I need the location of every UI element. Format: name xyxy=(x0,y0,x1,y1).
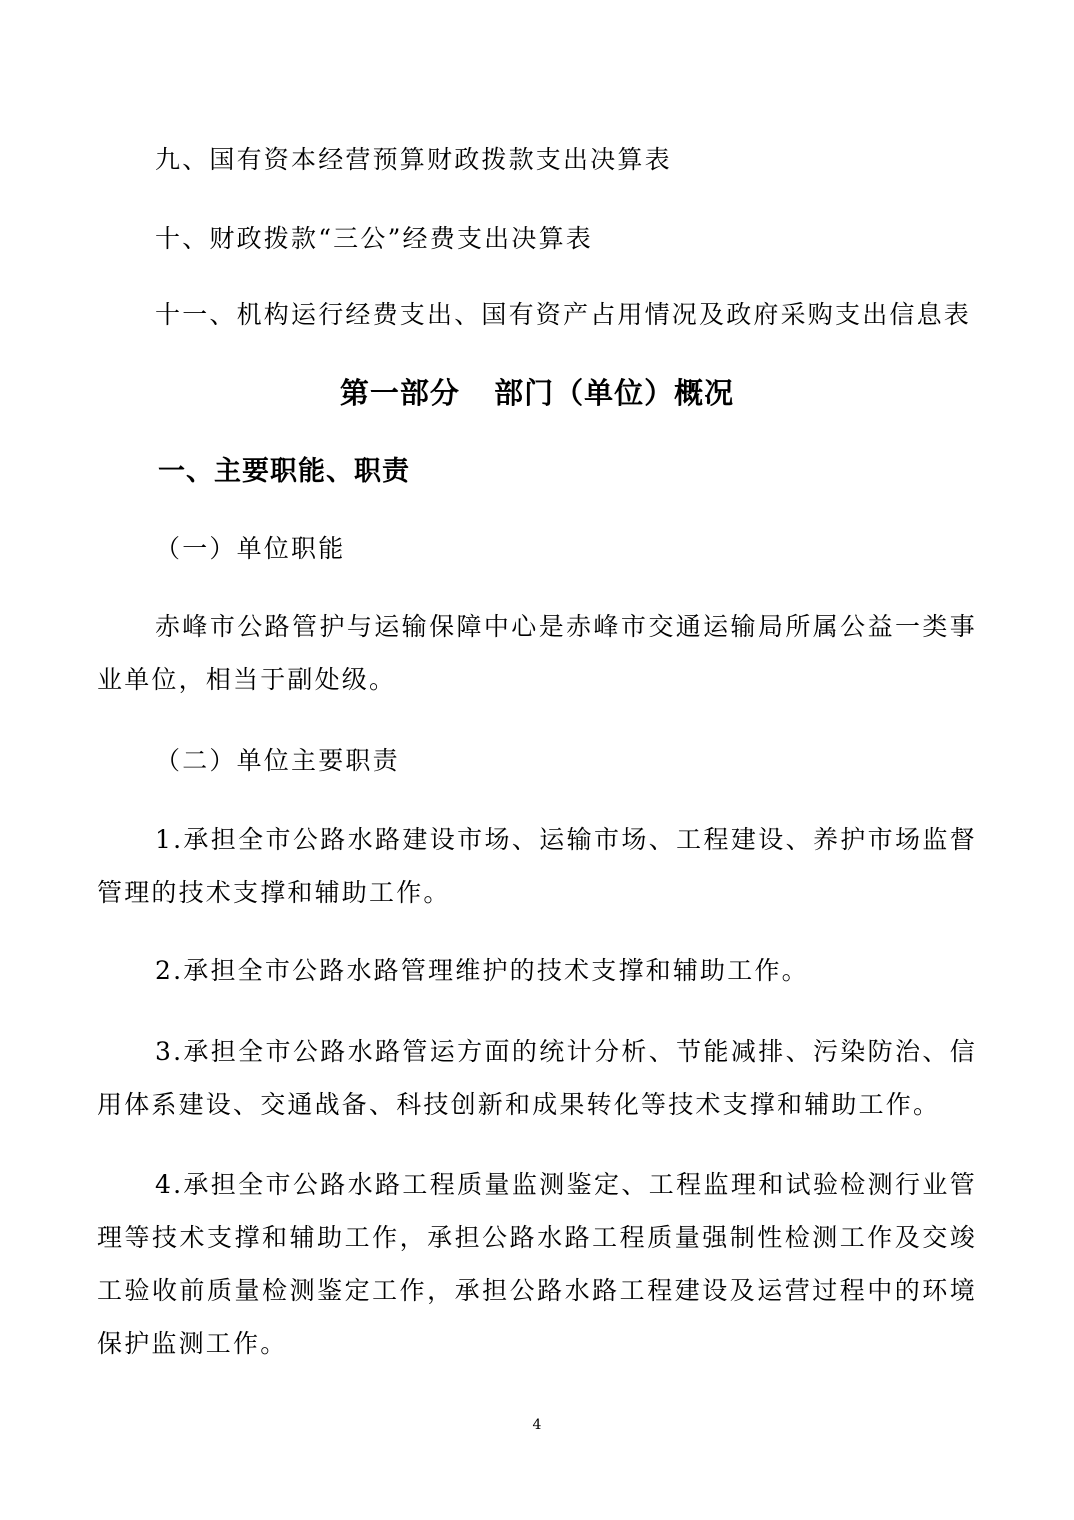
subsection-title-functions: （一）单位职能 xyxy=(155,534,346,563)
duty-item-2: 2.承担全市公路水路管理维护的技术支撑和辅助工作。 xyxy=(155,956,809,985)
section-title: 一、主要职能、职责 xyxy=(158,456,410,487)
part-title: 第一部分 部门（单位）概况 xyxy=(339,376,735,410)
duty-item-3: 3.承担全市公路水路管运方面的统计分析、节能减排、污染防治、信用体系建设、交通战备、科技创新和成果转化等技术支撑和辅助工作。 xyxy=(97,1037,977,1119)
toc-item-11: 十一、机构运行经费支出、国有资产占用情况及政府采购支出信息表 xyxy=(155,300,972,329)
page-number: 4 xyxy=(532,1417,542,1433)
duty-item-4: 4.承担全市公路水路工程质量监测鉴定、工程监理和试验检测行业管理等技术支撑和辅助工作，承担公路水路工程质量强制性检测工作及交竣工验收前质量检测鉴定工作，承担公路水路工程建设及运营过程中的环境保护监测工作。 xyxy=(97,1170,977,1358)
toc-item-9: 九、国有资本经营预算财政拨款支出决算表 xyxy=(155,145,672,174)
toc-item-10: 十、财政拨款“三公”经费支出决算表 xyxy=(155,224,593,253)
subsection-title-duties: （二）单位主要职责 xyxy=(155,746,400,775)
unit-function-paragraph: 赤峰市公路管护与运输保障中心是赤峰市交通运输局所属公益一类事业单位，相当于副处级。 xyxy=(97,612,977,694)
duty-item-1: 1.承担全市公路水路建设市场、运输市场、工程建设、养护市场监督管理的技术支撑和辅助工作。 xyxy=(97,825,977,907)
